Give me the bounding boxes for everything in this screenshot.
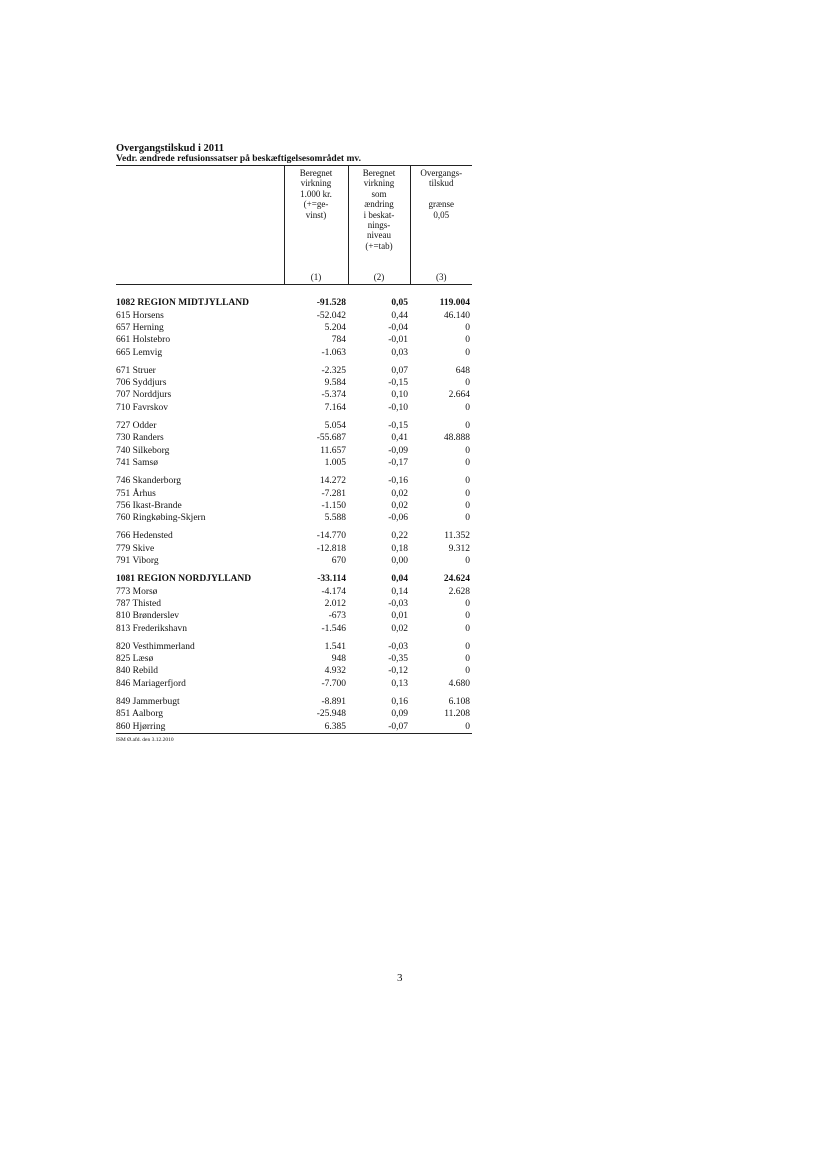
header-col-2-number: (2) [373,272,385,282]
value-col-2: 0,02 [391,500,408,511]
table-row [116,488,472,500]
municipality-name: 740 Silkeborg [116,445,170,456]
value-col-2: -0,06 [388,513,408,524]
value-col-2: 0,13 [391,678,408,689]
value-col-3: 0 [465,556,470,567]
table-row [116,690,472,708]
table-body [116,285,472,734]
table-row [116,543,472,555]
municipality-name: 661 Holstebro [116,335,171,346]
value-col-3: 46.140 [443,310,470,321]
value-col-3: 0 [465,654,470,665]
value-col-2: -0,16 [388,476,408,487]
value-col-1: 5.588 [324,513,346,524]
municipality-name: 846 Mariagerfjord [116,678,186,689]
municipality-name: 710 Favrskov [116,402,168,413]
municipality-name: 851 Aalborg [116,709,164,720]
table-row [116,389,472,401]
municipality-name: 760 Ringkøbing-Skjern [116,513,206,524]
header-blank [116,166,284,285]
table-row [116,414,472,432]
value-col-2: 0,03 [391,347,408,358]
value-col-2: -0,10 [388,402,408,413]
value-col-2: 0,10 [391,390,408,401]
value-col-3: 0 [465,513,470,524]
table-row [116,347,472,359]
value-col-1: -1.150 [321,500,346,511]
value-col-3: 2.628 [448,586,470,597]
value-col-1: -673 [328,611,346,622]
value-col-2: 0,09 [391,709,408,720]
footnote: ISM Ø.afd. den 3.12.2010 [116,736,174,743]
header-col-3-text: Overgangs- tilskud grænse 0,05 [420,168,463,220]
value-col-2: -0,12 [388,666,408,677]
value-col-1: 14.272 [319,476,346,487]
value-col-2: 0,07 [391,365,408,376]
value-col-1: 784 [331,335,346,346]
value-col-2: 0,01 [391,611,408,622]
value-col-1: 2.012 [324,598,346,609]
municipality-name: 707 Norddjurs [116,390,172,401]
value-col-2: -0,35 [388,654,408,665]
value-col-2: 0,41 [391,433,408,444]
header-col-3-number: (3) [436,272,447,282]
municipality-name: 741 Samsø [116,457,158,468]
value-col-3: 0 [465,721,470,732]
value-col-2: 0,16 [391,697,408,708]
municipality-name: 730 Randers [116,433,164,444]
value-col-1: 1.005 [324,457,346,468]
municipality-name: 813 Frederikshavn [116,623,187,634]
table-row [116,524,472,542]
value-col-1: -12.818 [316,543,346,554]
value-col-2: -0,01 [388,335,408,346]
municipality-name: 825 Læsø [116,654,154,665]
table-row [116,635,472,653]
table-row [116,310,472,322]
value-col-2: 0,02 [391,488,408,499]
municipality-name: 665 Lemvig [116,347,163,358]
value-col-1: 1.541 [324,641,346,652]
value-col-2: 0,00 [391,556,408,567]
value-col-3: 0 [465,623,470,634]
value-col-1: -1.063 [321,347,346,358]
table-row [116,610,472,622]
value-col-1: 4.932 [324,666,346,677]
value-col-1: 7.164 [324,402,346,413]
value-col-3: 0 [465,378,470,389]
value-col-3: 0 [465,641,470,652]
municipality-name: 1082 REGION MIDTJYLLAND [116,298,250,309]
value-col-2: -0,15 [388,378,408,389]
value-col-3: 11.208 [444,709,470,720]
value-col-3: 0 [465,598,470,609]
municipality-name: 849 Jammerbugt [116,697,180,708]
value-col-1: -7.281 [321,488,346,499]
table-title: Overgangstilskud i 2011 [116,143,224,154]
table-row [116,555,472,567]
table-subtitle: Vedr. ændrede refusionssatser på beskæftigelsesområdet mv. [116,154,361,164]
header-col-2 [348,166,410,285]
value-col-1: -1.546 [321,623,346,634]
value-col-3: 11.352 [444,531,470,542]
value-col-3: 24.624 [443,574,470,585]
municipality-name: 756 Ikast-Brande [116,500,182,511]
table-row [116,359,472,377]
value-col-1: -8.891 [321,697,346,708]
document-table-block [116,143,472,743]
municipality-name: 615 Horsens [116,310,164,321]
value-col-2: -0,17 [388,457,408,468]
value-col-3: 0 [465,323,470,333]
value-col-2: -0,07 [388,721,408,732]
municipality-name: 751 Århus [116,488,156,499]
table-row [116,500,472,512]
header-col-1-text: Beregnet virkning 1.000 kr. (+=ge- vinst) [299,168,333,220]
value-col-2: 0,02 [391,623,408,634]
value-col-2: 0,05 [391,298,408,309]
value-col-1: -91.528 [316,298,346,309]
table-row [116,721,472,734]
value-col-1: -7.700 [321,678,346,689]
value-col-2: -0,15 [388,421,408,432]
value-col-1: 5.204 [324,323,346,333]
value-col-1: 11.657 [320,445,346,456]
value-col-2: -0,03 [388,641,408,652]
value-col-3: 9.312 [448,543,470,554]
value-col-3: 0 [465,335,470,346]
grant-table [116,165,472,734]
value-col-3: 2.664 [448,390,470,401]
value-col-2: -0,04 [388,323,408,333]
value-col-3: 0 [465,488,470,499]
value-col-3: 648 [455,365,470,376]
value-col-1: -33.114 [317,574,346,585]
value-col-3: 0 [465,421,470,432]
value-col-2: 0,18 [391,543,408,554]
value-col-2: 0,44 [391,310,408,321]
value-col-1: -4.174 [321,586,346,597]
table-row [116,334,472,346]
value-col-3: 48.888 [443,433,470,444]
municipality-name: 787 Thisted [116,598,161,609]
municipality-name: 671 Struer [116,365,156,376]
value-col-3: 0 [465,611,470,622]
value-col-1: -2.325 [321,365,346,376]
table-row [116,377,472,389]
value-col-3: 0 [465,445,470,456]
municipality-name: 657 Herning [116,323,164,333]
table-row [116,623,472,635]
value-col-1: 9.584 [324,378,346,389]
municipality-name: 773 Morsø [116,586,158,597]
municipality-name: 706 Syddjurs [116,378,167,389]
table-row [116,598,472,610]
table-row [116,322,472,334]
table-row [116,586,472,598]
municipality-name: 820 Vesthimmerland [116,641,195,652]
value-col-2: -0,09 [388,445,408,456]
value-col-1: 5.054 [324,421,346,432]
spacer-row [116,285,472,298]
value-col-2: 0,04 [391,574,408,585]
value-col-3: 0 [465,402,470,413]
table-header [116,166,472,285]
table-row [116,665,472,677]
value-col-2: -0,03 [388,598,408,609]
municipality-name: 810 Brønderslev [116,611,180,622]
value-col-3: 0 [465,457,470,468]
header-col-2-text: Beregnet virkning som ændring i beskat- nings- niveau (+=tab) [362,168,396,251]
value-col-3: 0 [465,347,470,358]
value-col-3: 4.680 [448,678,470,689]
value-col-3: 6.108 [448,697,470,708]
header-col-3 [410,166,472,285]
value-col-1: 948 [331,654,346,665]
value-col-1: -52.042 [316,310,346,321]
municipality-name: 860 Hjørring [116,721,166,732]
municipality-name: 727 Odder [116,421,157,432]
municipality-name: 840 Rebild [116,666,158,677]
value-col-1: 6.385 [324,721,346,732]
value-col-1: -5.374 [321,390,346,401]
value-col-1: -25.948 [316,709,346,720]
header-col-1-number: (1) [310,272,322,282]
region-total-row [116,297,472,309]
table-row [116,512,472,524]
value-col-2: 0,14 [391,586,408,597]
page-number: 3 [397,972,403,984]
value-col-2: 0,22 [391,531,408,542]
value-col-3: 0 [465,666,470,677]
table-row [116,653,472,665]
table-row [116,445,472,457]
table-row [116,432,472,444]
municipality-name: 791 Viborg [116,556,159,567]
value-col-1: -14.770 [316,531,346,542]
municipality-name: 779 Skive [116,543,155,554]
table-row [116,469,472,487]
municipality-name: 746 Skanderborg [116,476,181,487]
table-row [116,708,472,720]
value-col-3: 0 [465,476,470,487]
municipality-name: 1081 REGION NORDJYLLAND [116,574,252,585]
value-col-1: -55.687 [316,433,346,444]
table-row [116,678,472,690]
header-col-1 [284,166,348,285]
table-row [116,457,472,469]
table-row [116,402,472,414]
value-col-3: 119.004 [439,298,470,309]
value-col-3: 0 [465,500,470,511]
region-total-row [116,567,472,585]
value-col-1: 670 [331,556,346,567]
municipality-name: 766 Hedensted [116,531,173,542]
